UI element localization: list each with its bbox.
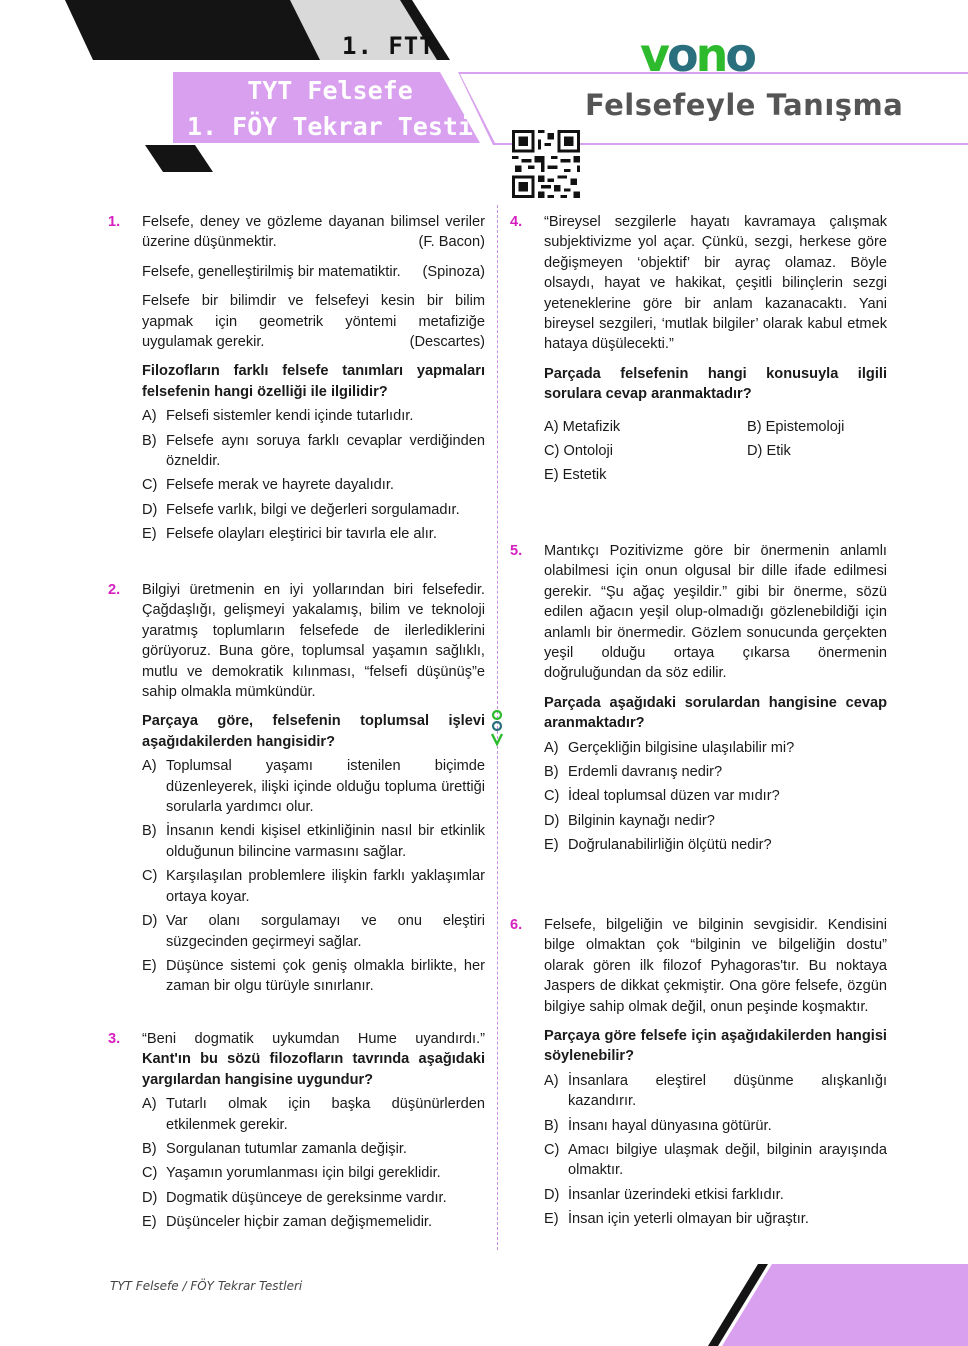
option-b[interactable]: B) İnsanı hayal dünyasına götürür. bbox=[544, 1117, 772, 1134]
subject-line-1: TYT Felsefe bbox=[247, 76, 413, 105]
question-passage: Mantıkçı Pozitivizme göre bir önermenin anlamlı olabilmesi için onun olgusal bir dille ifade edilmesi gerekir. “Şu ağaç yeşildir.” gibi bir önerme, sözü edilen ağacın yeşil olup-olmadığı gözlenebildiği için anlamlı bir önermedir. Gözlem sonucunda gerçekten yeşil olduğu ortaya çıkarsa önermenin doğruluğundan da söz edilir. bbox=[544, 543, 887, 682]
option-c[interactable]: C) Ontoloji bbox=[544, 443, 613, 460]
qr-code[interactable] bbox=[512, 130, 580, 198]
option-a[interactable]: A) Gerçekliğin bilgisine ulaşılabilir mi? bbox=[544, 739, 795, 756]
option-c[interactable]: C) İdeal toplumsal düzen var mıdır? bbox=[544, 788, 780, 805]
option-e[interactable]: E) Estetik bbox=[544, 467, 607, 484]
question-3 bbox=[108, 1029, 485, 1237]
option-d[interactable]: D) Bilginin kaynağı nedir? bbox=[544, 812, 715, 829]
definition-bacon: Felsefe, deney ve gözleme dayanan bilimsel veriler üzerine düşünmektir. (F. Bacon) bbox=[142, 214, 485, 251]
definition-spinoza: Felsefe, genelleştirilmiş bir matematiktir. (Spinoza) bbox=[142, 263, 485, 280]
question-number: 6. bbox=[510, 917, 523, 933]
option-b[interactable]: B) Epistemoloji bbox=[747, 418, 845, 435]
option-b[interactable]: B) Erdemli davranış nedir? bbox=[544, 764, 723, 781]
subject-line-2: 1. FÖY Tekrar Testi bbox=[187, 112, 473, 141]
question-stem: Kant'ın bu sözü filozofların tavrında aşağıdaki yargılardan hangisine uygundur? bbox=[142, 1051, 485, 1088]
option-c[interactable]: C) Felsefe merak ve hayrete dayalıdır. bbox=[142, 477, 394, 494]
question-stem: Parçada felsefenin hangi konusuyla ilgili sorulara cevap aranmaktadır? bbox=[544, 365, 887, 403]
question-number: 5. bbox=[510, 543, 523, 559]
question-number: 1. bbox=[108, 214, 121, 230]
footer-text: TYT Felsefe / FÖY Tekrar Testleri bbox=[110, 1279, 303, 1293]
option-a[interactable]: A) Toplumsal yaşamı istenilen biçimde düzenleyerek, ilişki içinde olduğu topluma ürettiği sorularla yardımcı olur. bbox=[142, 758, 485, 816]
option-d[interactable]: D) İnsanlar üzerindeki etkisi farklıdır. bbox=[544, 1186, 784, 1203]
option-a[interactable]: A) İnsanlara eleştirel düşünme alışkanlığı kazandırır. bbox=[544, 1072, 887, 1110]
question-5 bbox=[510, 541, 887, 860]
vono-logo: vono bbox=[640, 28, 754, 82]
option-d[interactable]: D) Felsefe varlık, bilgi ve değerleri sorgulamadır. bbox=[142, 501, 460, 518]
question-1 bbox=[108, 212, 485, 549]
footer-decoration bbox=[700, 1264, 968, 1346]
test-subject bbox=[175, 73, 485, 145]
question-stem: Parçaya göre, felsefenin toplumsal işlevi aşağıdakilerden hangisidir? bbox=[142, 713, 485, 750]
option-a[interactable]: A) Metafizik bbox=[544, 418, 621, 435]
question-2 bbox=[108, 580, 485, 1001]
option-e[interactable]: E) Düşünceler hiçbir zaman değişmemelidir. bbox=[142, 1214, 433, 1231]
question-4 bbox=[510, 212, 887, 486]
question-stem: Parçaya göre felsefe için aşağıdakilerden hangisi söylenebilir? bbox=[544, 1028, 887, 1065]
option-d[interactable]: D) Var olanı sorgulamayı ve onu eleştiri süzgecinden geçirmeyi sağlar. bbox=[142, 913, 485, 950]
question-passage: Felsefe, bilgeliğin ve bilginin sevgisidir. Kendisini bilge olmaktan çok “bilginin ve bilgeliğin dostu” olarak gören ilk filozof Pyhagoras'tır. Bu noktaya Jaspers de dikkat çekmiştir. Ona göre felsefe, özgün bilgiye sahip olmak değil, onun peşinde koşmaktır. bbox=[544, 917, 887, 1015]
option-d[interactable]: D) Etik bbox=[747, 443, 791, 460]
question-passage: “Bireysel sezgilerle hayatı kavramaya çalışmak subjektivizme yol açar. Çünkü, sezgi, herkese göre değişmeyen ‘objektif’ bir ayraç olamaz. Böyle olsaydı, hayat ve hakikat, çeşitli bilinçlerin sezgi yeteneklerine göre bir anlam kazanacaktı. Yani bireysel sezgileri, ‘mutlak bilgiler’ olarak kabul etmek hataya düşülecekti.” bbox=[544, 214, 887, 353]
options-grid bbox=[544, 417, 887, 486]
question-stem: Filozofların farklı felsefe tanımları yapmaları felsefenin hangi özelliği ile ilgilidir? bbox=[142, 363, 485, 400]
question-passage: Bilgiyi üretmenin en iyi yollarından biri felsefedir. Çağdaşlığı, gelişmeyi yakalamış, bilim ve teknoloji yaratmış toplumların felsefede de ilerlediklerini görüyoruz. Buna göre, toplumsal yaşamın sağlıklı, mutlu ve demokratik kılınması, “felsefi düşünüş”e sahip olmakla mümkündür. bbox=[142, 582, 485, 701]
option-e[interactable]: E) Felsefe olayları eleştirici bir tavırla ele alır. bbox=[142, 526, 437, 543]
option-c[interactable]: C) Yaşamın yorumlanması için bilgi gereklidir. bbox=[142, 1165, 441, 1182]
option-b[interactable]: B) İnsanın kendi kişisel etkinliğinin nasıl bir etkinlik olduğunun bilincine varmasını sağlar. bbox=[142, 823, 485, 860]
option-a[interactable]: A) Tutarlı olmak için başka düşünürlerden etkilenmek gerekir. bbox=[142, 1096, 485, 1133]
option-c[interactable]: C) Karşılaşılan problemlere ilişkin farklı yaklaşımlar ortaya koyar. bbox=[142, 868, 485, 905]
option-b[interactable]: B) Felsefe aynı soruya farklı cevaplar verdiğinden özneldir. bbox=[142, 432, 485, 470]
option-e[interactable]: E) Doğrulanabilirliğin ölçütü nedir? bbox=[544, 837, 772, 854]
question-number: 3. bbox=[108, 1031, 121, 1047]
test-code: 1. FTT bbox=[342, 32, 435, 60]
option-a[interactable]: A) Felsefi sistemler kendi içinde tutarlıdır. bbox=[142, 408, 414, 425]
definition-descartes: Felsefe bir bilimdir ve felsefeyi kesin bir bilim yapmak için geometrik yöntemi metafiziğe uygulamak gerekir. (Descartes) bbox=[142, 293, 485, 351]
option-b[interactable]: B) Sorgulanan tutumlar zamanla değişir. bbox=[142, 1141, 407, 1158]
question-number: 4. bbox=[510, 214, 523, 230]
question-6 bbox=[510, 915, 887, 1234]
side-logo-mark bbox=[489, 708, 505, 748]
option-e[interactable]: E) Düşünce sistemi çok geniş olmakla birlikte, her zaman bir olgu türüyle sınırlanır. bbox=[142, 957, 485, 995]
question-quote: “Beni dogmatik uykumdan Hume uyandırdı.” bbox=[142, 1031, 485, 1047]
question-stem: Parçada aşağıdaki sorulardan hangisine cevap aranmaktadır? bbox=[544, 694, 887, 732]
option-c[interactable]: C) Amacı bilgiye ulaşmak değil, bilginin arayışında olmaktır. bbox=[544, 1142, 887, 1179]
option-d[interactable]: D) Dogmatik düşünceye de gereksinme vardır. bbox=[142, 1189, 447, 1206]
question-number: 2. bbox=[108, 582, 121, 598]
option-e[interactable]: E) İnsan için yeterli olmayan bir uğraştır. bbox=[544, 1211, 809, 1228]
page-title: Felsefeyle Tanışma bbox=[585, 88, 904, 122]
